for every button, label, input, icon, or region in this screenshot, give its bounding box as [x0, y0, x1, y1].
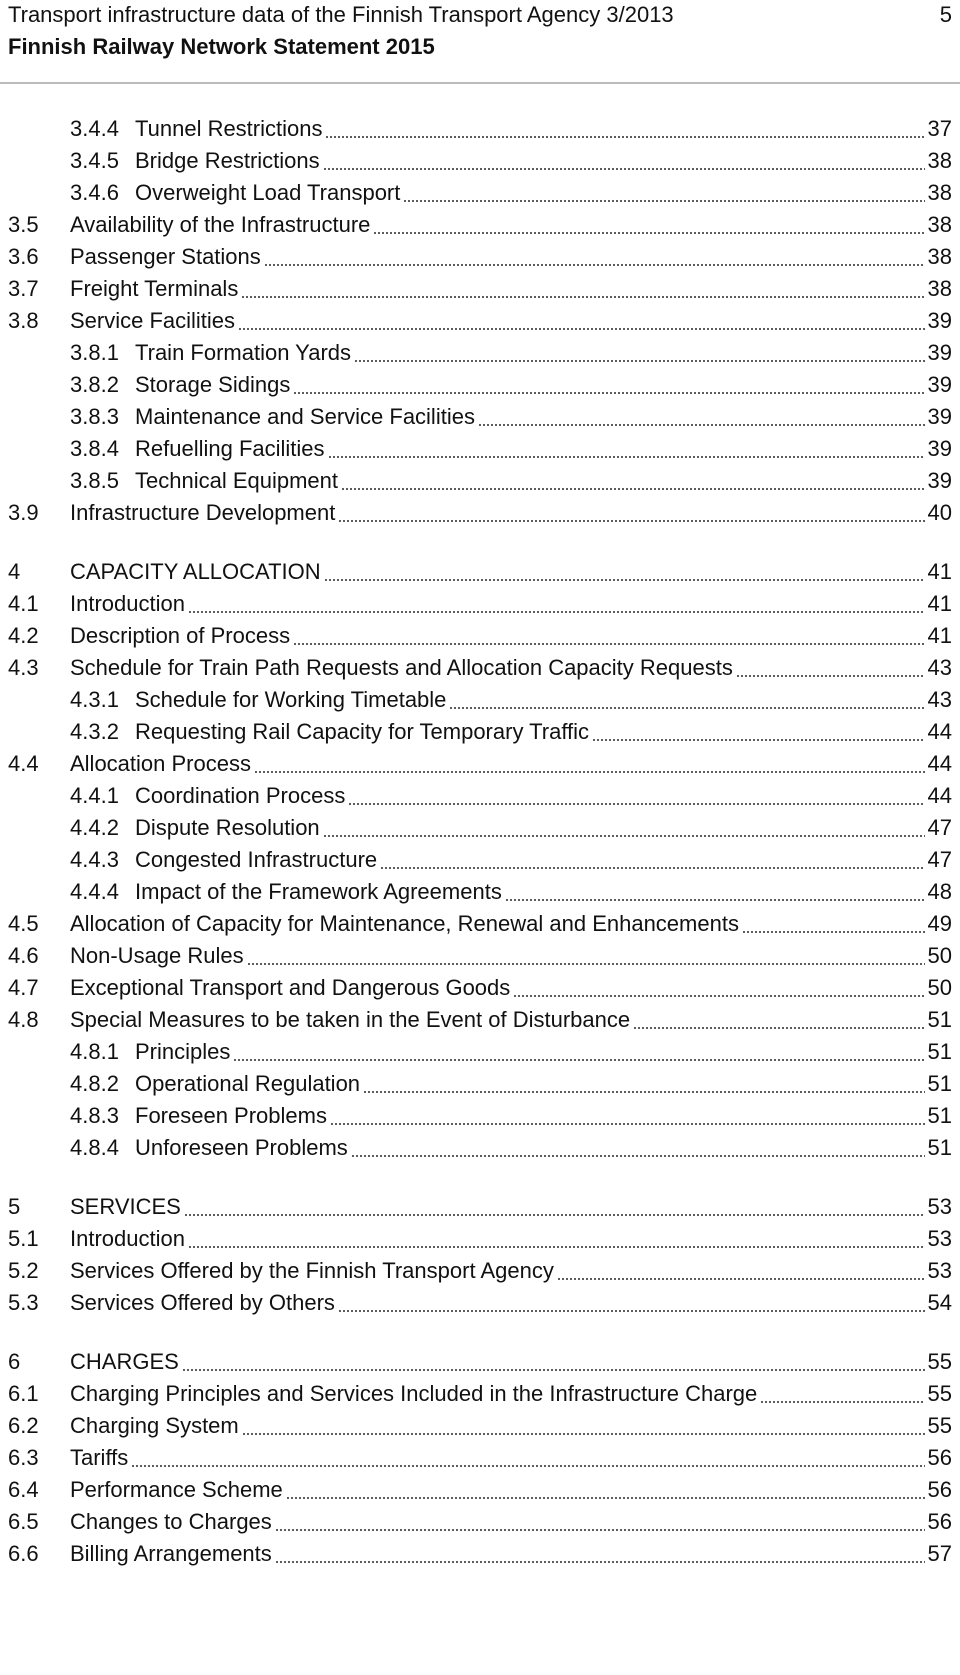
toc-dot-leader — [736, 675, 925, 677]
toc-entry-page: 39 — [927, 404, 952, 429]
toc-dot-leader — [363, 1091, 925, 1093]
toc-entry[interactable] — [0, 908, 960, 940]
toc-dot-leader — [330, 1123, 925, 1125]
toc-entry-page: 39 — [927, 372, 952, 397]
toc-entry-page: 41 — [927, 591, 952, 616]
toc-dot-leader — [328, 456, 925, 458]
toc-entry[interactable] — [0, 972, 960, 1004]
toc-dot-leader — [323, 168, 925, 170]
toc-entry-page: 51 — [927, 1103, 952, 1128]
toc-entry[interactable] — [0, 1506, 960, 1538]
toc-entry-title: Passenger Stations — [70, 244, 261, 269]
toc-entry-number: 4.8 — [8, 1007, 39, 1032]
toc-entry[interactable] — [0, 1132, 960, 1164]
toc-entry[interactable] — [0, 401, 960, 433]
toc-dot-leader — [354, 360, 925, 362]
toc-entry-title: Impact of the Framework Agreements — [135, 879, 502, 904]
toc-entry-number: 3.8.3 — [70, 404, 119, 429]
toc-entry[interactable] — [0, 588, 960, 620]
toc-entry[interactable] — [0, 337, 960, 369]
toc-entry-number: 4 — [8, 559, 21, 584]
toc-entry[interactable] — [0, 684, 960, 716]
toc-entry-title: Billing Arrangements — [70, 1541, 272, 1566]
toc-entry-number: 6.3 — [8, 1445, 39, 1470]
toc-entry-title: Overweight Load Transport — [135, 180, 401, 205]
toc-dot-leader — [247, 963, 925, 965]
toc-dot-leader — [338, 1310, 925, 1312]
toc-dot-leader — [275, 1529, 925, 1531]
toc-dot-leader — [238, 328, 925, 330]
page-number: 5 — [939, 2, 952, 27]
toc-entry[interactable] — [0, 1255, 960, 1287]
toc-dot-leader — [513, 995, 925, 997]
toc-entry-number: 4.6 — [8, 943, 39, 968]
toc-entry-title: CAPACITY ALLOCATION — [70, 559, 321, 584]
toc-entry-number: 3.8.2 — [70, 372, 119, 397]
toc-entry-number: 3.8.1 — [70, 340, 119, 365]
toc-entry-page: 54 — [927, 1290, 952, 1315]
toc-entry-page: 44 — [927, 751, 952, 776]
toc-entry-title: Refuelling Facilities — [135, 436, 325, 461]
toc-entry-page: 57 — [927, 1541, 952, 1566]
toc-entry-number: 4.1 — [8, 591, 39, 616]
toc-entry-number: 6.5 — [8, 1509, 39, 1534]
toc-entry-number: 3.4.5 — [70, 148, 119, 173]
toc-entry-page: 38 — [927, 276, 952, 301]
toc-dot-leader — [188, 611, 925, 613]
toc-entry[interactable] — [0, 1036, 960, 1068]
toc-entry[interactable] — [0, 177, 960, 209]
toc-entry-title: Maintenance and Service Facilities — [135, 404, 475, 429]
toc-entry-number: 5 — [8, 1194, 21, 1219]
toc-entry-number: 5.1 — [8, 1226, 39, 1251]
toc-entry-number: 4.8.3 — [70, 1103, 119, 1128]
toc-entry-title: Schedule for Working Timetable — [135, 687, 447, 712]
toc-dot-leader — [348, 803, 925, 805]
toc-entry[interactable] — [0, 1442, 960, 1474]
toc-entry-page: 44 — [927, 783, 952, 808]
toc-entry-page: 56 — [927, 1477, 952, 1502]
toc-dot-leader — [557, 1278, 925, 1280]
toc-entry-page: 51 — [927, 1007, 952, 1032]
toc-entry-page: 39 — [927, 468, 952, 493]
toc-dot-leader — [184, 1214, 925, 1216]
toc-dot-leader — [182, 1369, 925, 1371]
toc-entry-page: 41 — [927, 559, 952, 584]
toc-entry-title: Freight Terminals — [70, 276, 239, 301]
toc-entry-page: 53 — [927, 1194, 952, 1219]
toc-dot-leader — [449, 707, 925, 709]
toc-entry-number: 4.2 — [8, 623, 39, 648]
toc-entry[interactable] — [0, 145, 960, 177]
toc-entry-number: 4.4.1 — [70, 783, 119, 808]
toc-entry-title: Technical Equipment — [135, 468, 339, 493]
toc-entry-title: Availability of the Infrastructure — [70, 212, 371, 237]
toc-entry-title: Congested Infrastructure — [135, 847, 378, 872]
toc-entry-title: Principles — [135, 1039, 231, 1064]
toc-dot-leader — [275, 1561, 925, 1563]
toc-entry[interactable] — [0, 113, 960, 145]
toc-entry-title: SERVICES — [70, 1194, 181, 1219]
toc-entry-page: 43 — [927, 655, 952, 680]
toc-entry-title: Service Facilities — [70, 308, 236, 333]
toc-entry[interactable] — [0, 940, 960, 972]
toc-entry[interactable] — [0, 369, 960, 401]
toc-entry-page: 47 — [927, 815, 952, 840]
toc-entry[interactable] — [0, 1223, 960, 1255]
toc-entry-page: 41 — [927, 623, 952, 648]
toc-entry-title: Allocation of Capacity for Maintenance, Renewal and Enhancements — [70, 911, 739, 936]
toc-entry[interactable] — [0, 241, 960, 273]
document-title: Finnish Railway Network Statement 2015 — [8, 34, 435, 59]
toc-dot-leader — [403, 200, 925, 202]
toc-entry-title: Tariffs — [70, 1445, 129, 1470]
toc-dot-leader — [131, 1465, 925, 1467]
toc-entry-page: 56 — [927, 1445, 952, 1470]
toc-dot-leader — [592, 739, 925, 741]
toc-entry-title: Foreseen Problems — [135, 1103, 327, 1128]
toc-entry-number: 3.4.6 — [70, 180, 119, 205]
toc-entry-title: Special Measures to be taken in the Event of Disturbance — [70, 1007, 631, 1032]
toc-entry[interactable] — [0, 305, 960, 337]
toc-entry[interactable] — [0, 209, 960, 241]
toc-entry-title: Bridge Restrictions — [135, 148, 320, 173]
toc-entry-page: 38 — [927, 212, 952, 237]
toc-entry-title: Services Offered by Others — [70, 1290, 335, 1315]
toc-dot-leader — [742, 931, 925, 933]
toc-entry-page: 37 — [927, 116, 952, 141]
toc-dot-leader — [293, 392, 925, 394]
toc-entry[interactable] — [0, 812, 960, 844]
toc-entry[interactable] — [0, 1287, 960, 1319]
toc-entry[interactable] — [0, 433, 960, 465]
toc-entry-number: 6.1 — [8, 1381, 39, 1406]
toc-entry-page: 51 — [927, 1039, 952, 1064]
toc-entry-number: 3.7 — [8, 276, 39, 301]
toc-entry-title: Exceptional Transport and Dangerous Goods — [70, 975, 511, 1000]
toc-entry-title: Schedule for Train Path Requests and Allocation Capacity Requests — [70, 655, 733, 680]
toc-entry-page: 50 — [927, 975, 952, 1000]
toc-entry-page: 55 — [927, 1381, 952, 1406]
toc-dot-leader — [264, 264, 925, 266]
toc-entry-number: 3.8 — [8, 308, 39, 333]
toc-entry-title: Train Formation Yards — [135, 340, 352, 365]
toc-entry-title: Allocation Process — [70, 751, 251, 776]
toc-entry-page: 38 — [927, 148, 952, 173]
toc-dot-leader — [633, 1027, 925, 1029]
toc-entry-number: 6.6 — [8, 1541, 39, 1566]
toc-entry-title: Dispute Resolution — [135, 815, 320, 840]
toc-entry[interactable] — [0, 876, 960, 908]
toc-entry-page: 55 — [927, 1413, 952, 1438]
toc-entry-page: 48 — [927, 879, 952, 904]
toc-entry-title: Coordination Process — [135, 783, 346, 808]
toc-entry[interactable] — [0, 1100, 960, 1132]
toc-entry[interactable] — [0, 1191, 960, 1223]
toc-entry-number: 4.5 — [8, 911, 39, 936]
toc-entry-number: 4.8.4 — [70, 1135, 119, 1160]
toc-dot-leader — [325, 136, 925, 138]
toc-entry[interactable] — [0, 780, 960, 812]
toc-entry[interactable] — [0, 1346, 960, 1378]
toc-dot-leader — [293, 643, 925, 645]
toc-entry-page: 51 — [927, 1071, 952, 1096]
toc-entry[interactable] — [0, 465, 960, 497]
toc-entry-page: 38 — [927, 244, 952, 269]
toc-entry[interactable] — [0, 1068, 960, 1100]
toc-dot-leader — [478, 424, 925, 426]
toc-entry-number: 3.8.5 — [70, 468, 119, 493]
toc-entry-number: 6 — [8, 1349, 21, 1374]
toc-entry-number: 3.9 — [8, 500, 39, 525]
toc-entry-number: 4.7 — [8, 975, 39, 1000]
document-series-title: Transport infrastructure data of the Finnish Transport Agency 3/2013 — [8, 2, 674, 27]
toc-entry-title: Charging System — [70, 1413, 239, 1438]
toc-dot-leader — [242, 1433, 925, 1435]
toc-entry-page: 51 — [927, 1135, 952, 1160]
toc-entry-title: Operational Regulation — [135, 1071, 361, 1096]
toc-entry[interactable] — [0, 652, 960, 684]
toc-entry[interactable] — [0, 497, 960, 529]
toc-dot-leader — [286, 1497, 925, 1499]
toc-entry-number: 6.4 — [8, 1477, 39, 1502]
toc-entry[interactable] — [0, 748, 960, 780]
toc-entry-number: 4.3 — [8, 655, 39, 680]
toc-entry[interactable] — [0, 1538, 960, 1570]
toc-entry-page: 39 — [927, 436, 952, 461]
toc-entry-page: 50 — [927, 943, 952, 968]
toc-entry-number: 4.4 — [8, 751, 39, 776]
toc-entry-number: 4.8.1 — [70, 1039, 119, 1064]
toc-dot-leader — [351, 1155, 925, 1157]
toc-entry[interactable] — [0, 273, 960, 305]
toc-dot-leader — [341, 488, 925, 490]
toc-dot-leader — [505, 899, 925, 901]
toc-dot-leader — [373, 232, 925, 234]
toc-entry-page: 39 — [927, 308, 952, 333]
toc-entry[interactable] — [0, 620, 960, 652]
toc-dot-leader — [254, 771, 925, 773]
toc-entry-title: Performance Scheme — [70, 1477, 283, 1502]
toc-entry-page: 38 — [927, 180, 952, 205]
toc-entry-title: Changes to Charges — [70, 1509, 272, 1534]
toc-entry-title: Introduction — [70, 1226, 185, 1251]
toc-entry-title: Tunnel Restrictions — [135, 116, 323, 141]
toc-entry-page: 40 — [927, 500, 952, 525]
toc-entry-page: 43 — [927, 687, 952, 712]
toc-entry-number: 6.2 — [8, 1413, 39, 1438]
toc-entry-number: 4.4.2 — [70, 815, 119, 840]
toc-entry-page: 39 — [927, 340, 952, 365]
toc-entry-number: 3.6 — [8, 244, 39, 269]
toc-dot-leader — [760, 1401, 925, 1403]
toc-dot-leader — [241, 296, 925, 298]
toc-dot-leader — [338, 520, 925, 522]
toc-entry-title: Introduction — [70, 591, 185, 616]
toc-entry-number: 4.3.2 — [70, 719, 119, 744]
toc-entry[interactable] — [0, 716, 960, 748]
toc-entry[interactable] — [0, 1474, 960, 1506]
toc-entry-number: 3.8.4 — [70, 436, 119, 461]
toc-entry[interactable] — [0, 1410, 960, 1442]
toc-entry-number: 3.4.4 — [70, 116, 119, 141]
toc-entry[interactable] — [0, 556, 960, 588]
toc-dot-leader — [324, 579, 925, 581]
toc-entry-title: Requesting Rail Capacity for Temporary Traffic — [135, 719, 590, 744]
toc-dot-leader — [323, 835, 925, 837]
toc-entry-title: Infrastructure Development — [70, 500, 336, 525]
toc-dot-leader — [188, 1246, 925, 1248]
toc-entry-page: 53 — [927, 1258, 952, 1283]
toc-entry-number: 4.4.4 — [70, 879, 119, 904]
toc-entry-title: Storage Sidings — [135, 372, 291, 397]
toc-entry-number: 5.2 — [8, 1258, 39, 1283]
toc-entry-page: 49 — [927, 911, 952, 936]
toc-entry[interactable] — [0, 844, 960, 876]
toc-entry-title: Unforeseen Problems — [135, 1135, 348, 1160]
toc-dot-leader — [233, 1059, 925, 1061]
toc-entry-page: 56 — [927, 1509, 952, 1534]
toc-entry[interactable] — [0, 1004, 960, 1036]
toc-entry[interactable] — [0, 1378, 960, 1410]
toc-entry-title: Description of Process — [70, 623, 291, 648]
toc-entry-number: 4.3.1 — [70, 687, 119, 712]
toc-entry-title: Charging Principles and Services Included in the Infrastructure Charge — [70, 1381, 758, 1406]
toc-entry-number: 5.3 — [8, 1290, 39, 1315]
toc-entry-page: 53 — [927, 1226, 952, 1251]
toc-entry-title: Services Offered by the Finnish Transport Agency — [70, 1258, 554, 1283]
toc-entry-title: CHARGES — [70, 1349, 179, 1374]
toc-entry-page: 55 — [927, 1349, 952, 1374]
toc-entry-number: 3.5 — [8, 212, 39, 237]
toc-dot-leader — [380, 867, 925, 869]
toc-entry-number: 4.8.2 — [70, 1071, 119, 1096]
toc-entry-page: 47 — [927, 847, 952, 872]
toc-entry-page: 44 — [927, 719, 952, 744]
toc-entry-title: Non-Usage Rules — [70, 943, 244, 968]
toc-entry-number: 4.4.3 — [70, 847, 119, 872]
